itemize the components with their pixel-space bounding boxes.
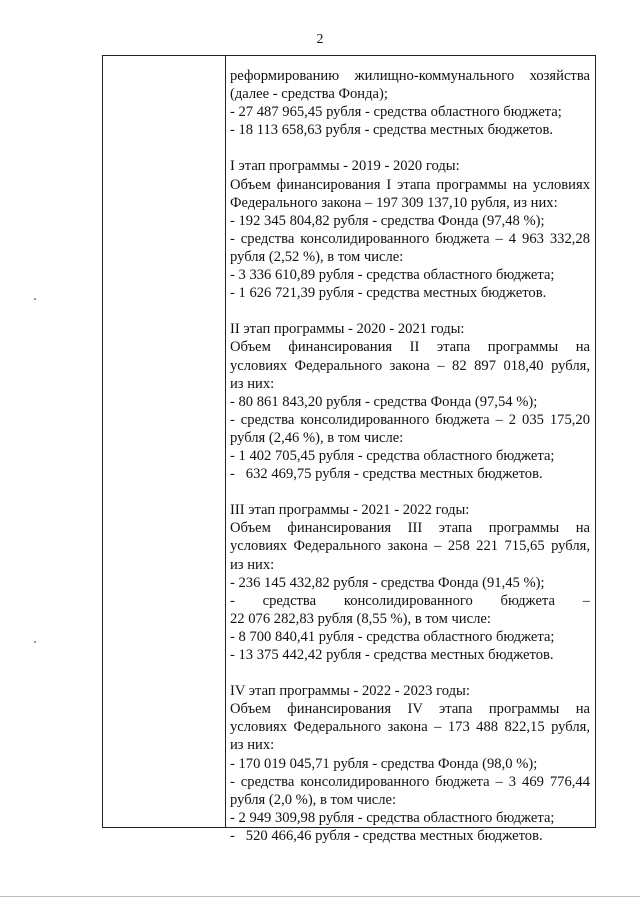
text-line: - 80 861 843,20 рубля - средства Фонда (97,54 %); — [230, 393, 538, 410]
text-line: - средства консолидированного бюджета – 4 963 332,28 — [230, 230, 590, 247]
text-line: - 170 019 045,71 рубля - средства Фонда (98,0 %); — [230, 755, 538, 772]
text-line: из них: — [230, 556, 275, 573]
text-line: - 520 466,46 рубля - средства местных бюджетов. — [230, 827, 543, 844]
text-line: - средства консолидированного бюджета – 3 469 776,44 — [230, 773, 590, 790]
stage-heading: IV этап программы - 2022 - 2023 годы: — [230, 683, 470, 700]
stage-heading: I этап программы - 2019 - 2020 годы: — [230, 158, 460, 175]
text-line: - 13 375 442,42 рубля - средства местных бюджетов. — [230, 647, 554, 663]
text-line: - 1 626 721,39 рубля - средства местных бюджетов. — [230, 285, 547, 302]
text-line: Федерального закона – 197 309 137,10 рубля, из них: — [230, 194, 558, 211]
text-line: условиях Федерального закона – 82 897 018,40 рубля, — [230, 357, 590, 374]
text-line: условиях Федерального закона – 173 488 822,15 рубля, — [230, 719, 590, 736]
text-line: рубля (2,0 %), в том числе: — [230, 791, 397, 808]
text-line: условиях Федерального закона – 258 221 715,65 рубля, — [230, 538, 590, 555]
text-line: 22 076 282,83 рубля (8,55 %), в том числе: — [230, 610, 491, 627]
text-line: - 192 345 804,82 рубля - средства Фонда (97,48 %); — [230, 212, 545, 229]
text-line: - 632 469,75 рубля - средства местных бюджетов. — [230, 466, 543, 483]
stage-heading: II этап программы - 2020 - 2021 годы: — [230, 321, 465, 338]
text-line: - средства консолидированного бюджета – 2 035 175,20 — [230, 411, 590, 428]
page-number: 2 — [316, 32, 324, 47]
column-divider — [225, 56, 226, 827]
text-line: - 27 487 965,45 рубля - средства областного бюджета; — [230, 104, 562, 121]
text-line: рубля (2,52 %), в том числе: — [230, 248, 404, 265]
funding-description-cell — [230, 67, 590, 845]
stage-heading: III этап программы - 2021 - 2022 годы: — [230, 502, 470, 519]
document-table — [102, 55, 596, 844]
text-line: из них: — [230, 375, 275, 392]
text-line: - 236 145 432,82 рубля - средства Фонда (91,45 %); — [230, 574, 545, 591]
scan-edge-line — [0, 896, 640, 897]
scan-speck — [34, 641, 36, 643]
scan-speck — [34, 298, 36, 300]
text-line: Объем финансирования II этапа программы на — [230, 339, 590, 356]
text-line: - 3 336 610,89 рубля - средства областного бюджета; — [230, 267, 555, 284]
text-line: - 18 113 658,63 рубля - средства местных бюджетов. — [230, 122, 554, 139]
text-line: - средства консолидированного бюджета – — [230, 592, 590, 609]
text-line: Объем финансирования IV этапа программы на — [230, 701, 590, 718]
text-line: Объем финансирования I этапа программы на условиях — [230, 176, 590, 193]
text-line: реформированию жилищно-коммунального хозяйства — [230, 68, 590, 84]
text-line: рубля (2,46 %), в том числе: — [230, 429, 404, 446]
text-line: - 8 700 840,41 рубля - средства областного бюджета; — [230, 628, 555, 645]
text-line: из них: — [230, 737, 275, 754]
text-line: - 2 949 309,98 рубля - средства областного бюджета; — [230, 809, 555, 826]
text-line: - 1 402 705,45 рубля - средства областного бюджета; — [230, 447, 555, 464]
text-line: (далее - средства Фонда); — [230, 86, 388, 103]
text-line: Объем финансирования III этапа программы на — [230, 520, 590, 537]
